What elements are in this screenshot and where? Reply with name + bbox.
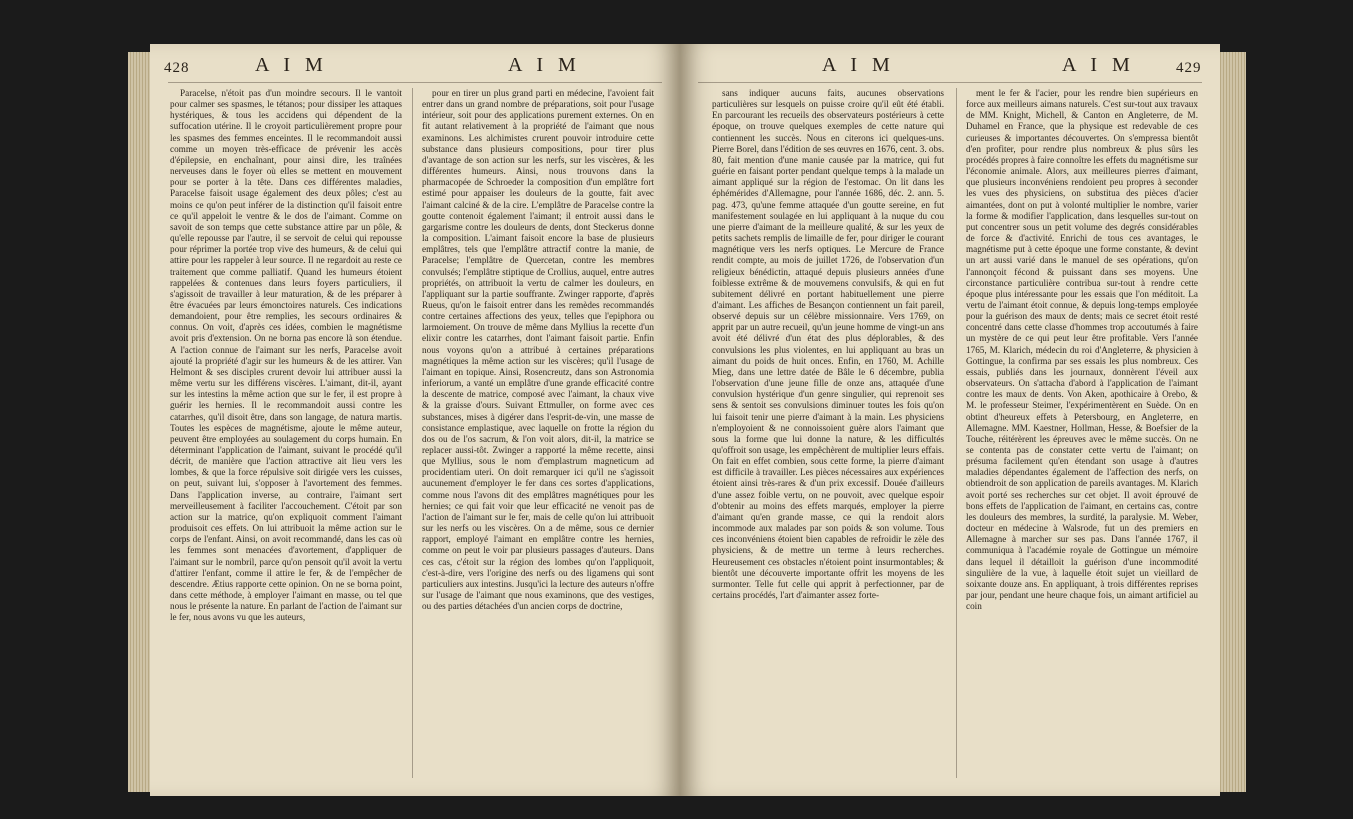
header-rule xyxy=(698,82,1202,83)
page-edges-right xyxy=(1220,52,1246,792)
page-number: 429 xyxy=(1176,60,1202,76)
text-column-1 xyxy=(712,88,944,602)
left-page xyxy=(150,44,680,796)
text-column-2 xyxy=(966,88,1198,613)
column-text: pour en tirer un plus grand parti en médecine, l'avoient fait entrer dans un grand nombre de préparations, soit pour l'usage intérieur, soit pour des applications purement externes. On en fit autant relativement à la propriété de l'aimant que nous examinons. Les alchimistes crurent pouvoir introduire cette substance dans plusieurs compositions, pour tirer plus d'avantage de son action sur les nerfs, sur les viscères, & les différentes humeurs. Ainsi, nous trouvons dans la pharmacopée de Schroeder la composition d'un emplâtre fort estimé pour appaiser les douleurs de la goutte, fait avec l'aimant calciné & de la cire. L'emplâtre de Paracelse contre la goutte contenoit également l'aimant; il entroit aussi dans le gargarisme contre les douleurs de dents, dont Steckerus donne la composition. L'aimant faisoit encore la base de plusieurs emplâtres, tels que l'emplâtre attractif contre la manie, de Paracelse; l'emplâtre de Quercetan, contre les membres convulsés; l'emplâtre stiptique de Crollius, auquel, entre autres propriétés, on attribuoit la vertu de calmer les douleurs, en l'appliquant sur la partie souffrante. Zwinger rapporte, d'après Rueus, qu'on le faisoit entrer dans les remèdes recommandés contre certaines affections des yeux, telles que l'epiphora ou larmoiement. On trouve de même dans Myllius la recette d'un elixir contre les catarrhes, dont l'aimant faisoit partie. Enfin nous voyons qu'on a attribué à certaines préparations magnétiques la même action sur les viscères; qu'il l'usage de l'aimant en topique. Ainsi, Rosencreutz, dans son Astronomia inferiorum, a vanté un emplâtre d'une grande efficacité contre la descente de matrice, composé avec l'aimant, la chaux vive & la graisse d'ours. Suivant Ettmuller, on forme avec ces substances, mises à digérer dans l'esprit-de-vin, une masse de consistance emplastique, avec laquelle on frotte la région du dos ou de l'os sacrum, & l'on voit alors, dit-il, la matrice se replacer aussi-tôt. Zwinger a rapporté la même recette, ainsi que Myllius, sous le nom d'emplastrum magneticum ad procidentiam uteri. On doit remarquer ici qu'il ne s'agissoit aucunement d'employer le fer dans ces sortes d'applications, comme nous l'avons dit des emplâtres magnétiques pour les hernies; ce qui fait voir que leur efficacité ne venoit pas de l'action de l'aimant sur le fer, mais de celle qu'on lui attribuoit sur les nerfs ou les viscères. On a de même, sous ce dernier rapport, employé l'aimant en emplâtre contre les hernies, comme on peut le voir par plusieurs passages d'auteurs. Dans ces cas, c'étoit sur la région des lombes qu'on l'appliquoit, c'est-à-dire, vers l'origine des nerfs ou des ligamens qui sont particuliers aux intestins. Jusqu'ici la lecture des auteurs n'offre sur l'usage de l'aimant que nous examinons, que des vestiges, ou des parties détachées d'un ancien corps de doctrine, xyxy=(422,88,654,612)
text-column-2 xyxy=(422,88,654,613)
page-edges-left xyxy=(128,52,152,792)
column-divider xyxy=(956,88,957,778)
column-text: sans indiquer aucuns faits, aucunes observations particulières sur lesquels on puisse croire qu'il eût été établi. En parcourant les recueils des observateurs postérieurs à cette époque, on trouve quelques exemples de cette nature qui contiennent les succès. Nous en citerons ici quelques-uns. Pierre Borel, dans l'édition de ses œuvres en 1676, cent. 3. obs. 80, fait mention d'une manie causée par la matrice, qui fut guérie en faisant porter pendant quelque temps à la malade un aimant appliqué sur la région de l'estomac. On lit dans les éphémérides d'Allemagne, pour l'année 1686, déc. 2. ann. 5. pag. 473, qu'une femme attaquée d'un goutte sereine, en fut manifestement soulagée en lui appliquant à la nuque du cou une pierre d'aimant de la meilleure qualité, & sur les yeux de petits sachets remplis de limaille de fer, pour diriger le courant magnétique vers les nerfs optiques. Le Mercure de France rendit compte, au mois de juillet 1726, de l'observation d'un religieux bénédictin, attaqué depuis plusieurs années d'une foiblesse extrême & de mouvemens convulsifs, & qui en fut subitement délivré en portant habituellement une pierre d'aimant. Les affiches de Besançon contiennent un fait pareil, observé depuis sur un célèbre missionnaire. Vers 1769, on apprit par un autre recueil, qu'un jeune homme de vingt-un ans avoit été délivré d'un état des plus déplorables, & des convulsions les plus violentes, en lui appliquant au bras un aimant du poids de huit onces. Enfin, en 1760, M. Achille Mieg, dans une lettre datée de Bâle le 6 décembre, publia l'observation d'une jeune fille de onze ans, attaquée d'une convulsion hystérique d'un genre singulier, qui reprenoit ses sens & sentoit ses convulsions diminuer toutes les fois qu'on lui faisoit tenir une pierre d'aimant à la main. Les physiciens n'employoient & ne connoissoient guère alors l'aimant que sous la forme que lui donne la nature, & les difficultés qu'offroit son usage, les empêchèrent de multiplier leurs effais. On fait en effet combien, sous cette forme, la pierre d'aimant est difficile à travailler. Les pièces nécessaires aux expériences étoient ainsi très-rares & d'un prix excessif. Douée d'ailleurs d'une assez foible vertu, on ne pouvoit, avec quelque espoir d'obtenir au moins des effets marqués, employer la pierre d'aimant qu'en grande masse, ce qui la rendoit alors incommode aux malades par son poids & son volume. Tous ces inconvéniens étoient bien capables de refroidir le zèle des physiciens, & de mettre un terme à leurs recherches. Heureusement ces obstacles n'étoient point insurmontables; & bientôt une découverte importante offrit les moyens de les surmonter. Telle fut celle qui apprit à perfectionner, par de certains procédés, l'art d'aimanter assez forte- xyxy=(712,88,944,601)
running-head-left: A I M xyxy=(822,54,895,76)
page-number: 428 xyxy=(164,60,190,76)
column-divider xyxy=(412,88,413,778)
right-page xyxy=(680,44,1220,796)
running-head-left: A I M xyxy=(255,54,328,76)
text-column-1 xyxy=(170,88,402,625)
running-head-right: A I M xyxy=(1062,54,1135,76)
running-head-right: A I M xyxy=(508,54,581,76)
left-page-header xyxy=(150,54,680,82)
right-page-header xyxy=(680,54,1220,82)
column-text: ment le fer & l'acier, pour les rendre bien supérieurs en force aux meilleurs aimans naturels. C'est sur-tout aux travaux de MM. Knight, Michell, & Canton en Angleterre, de M. Duhamel en France, que la physique est redevable de ces curieuses & importantes découvertes. On s'empressa bientôt d'en profiter, pour rendre plus nombreux & plus sûrs les procédés propres à faire connoître les effets du magnétisme sur l'économie animale. Alors, aux meilleures pierres d'aimant, que plusieurs inconvéniens rendoient peu propres à seconder les vues des physiciens, on substitua des pièces d'acier aimantées, dont on put à volonté multiplier le nombre, varier la forme & modifier l'application, dans lesquelles sur-tout on put concentrer sous un petit volume des degrés considérables de force & d'activité. Enrichi de tous ces avantages, le magnétisme put à cette époque une forme constante, & devint un art aussi varié dans le manuel de ses opérations, qu'on l'annonçoit fécond & puissant dans ses moyens. Une circonstance particulière contribua sur-tout à rendre cette époque plus intéressante pour les essais que l'on méditoit. La vertu de l'aimant étoit connue, & depuis long-temps employée pour la guérison des maux de dents; mais ce secret étoit resté concentré dans cette classe d'hommes trop accoutumés à faire un mystère de ce qui peut leur être profitable. Vers l'année 1765, M. Klarich, médecin du roi d'Angleterre, & physicien à Gottingue, la confirma par ses essais les plus nombreux. Ces essais, publiés dans les journaux, donnèrent l'éveil aux observateurs. On s'attacha d'abord à l'application de l'aimant contre les maux de dents. Von Aken, apothicaire à Orebo, & M. le professeur Steimer, l'expérimentèrent en Suède. On en obtint d'heureux effets à Petersbourg, en Angleterre, en Allemagne. MM. Kaestner, Hollman, Hesse, & Boefsier de la Touche, réitérèrent les épreuves avec le même succès. On ne se contenta pas de constater cette vertu de l'aimant; on présuma facilement qu'en étendant son usage à d'autres maladies dépendantes également de l'affection des nerfs, on obtiendroit de son application de pareils avantages. M. Klarich avoit porté ses recherches sur cet objet. Il avoit éprouvé de bons effets de l'application de l'aimant, en certains cas, contre les douleurs des membres, la surdité, la paralysie. M. Weber, docteur en médecine à Walsrode, fut un des premiers en Allemagne à marcher sur ses pas. Dans l'année 1767, il communiqua à l'académie royale de Gottingue un mémoire dans lequel il détailloit la guérison d'une incommodité singulière de la vue, à laquelle étoit sujet un vieillard de soixante douze ans. En appliquant, à trois différentes reprises par jour, pendant une heure chaque fois, un aimant artificiel au coin xyxy=(966,88,1198,612)
header-rule xyxy=(168,82,662,83)
column-text: Paracelse, n'étoit pas d'un moindre secours. Il le vantoit pour calmer ses spasmes, le tétanos; pour dissiper les attaques hystériques, & tous les accidens qui dépendent de la suffocation utérine. Il le croyoit particulièrement propre pour les spasmes des femmes enceintes. Il le recommandoit aussi comme un moyen très-efficace de prévenir les accès d'épilepsie, en enchaînant, pour ainsi dire, les traînées nerveuses dans le foyer où elles se mettent en mouvement pour se porter à la tête. Dans ces différentes maladies, Paracelse faisoit usage également des deux pôles; c'est au moins ce qu'on peut inférer de la distinction qu'il faisoit entre ce qu'il appeloit le ventre & le dos de l'aimant. Comme on savoit de son temps que cette substance attire par un pôle, & qu'elle repousse par l'autre, il se servoit de celui qui repousse pour réprimer la portée trop vive des humeurs, & de celui qui attire pour les rappeler à leur source. Il ne regardoit au reste ce traitement que comme palliatif. Quand les humeurs étoient rappelées & contenues dans leurs foyers particuliers, il s'agissoit de travailler à leur maturation, & de les préparer à être évacuées par leurs émonctoires naturels. Ces indications demandoient, pour être remplies, les secours ordinaires & connus. On voit, d'après ces idées, combien le magnétisme avoit pris d'extension. On ne borna pas encore là son étendue. A l'action connue de l'aimant sur les nerfs, Paracelse avoit ajouté la propriété d'agir sur les humeurs & de les attirer. Van Helmont & ses disciples crurent devoir lui attribuer aussi la même vertu sur les différens viscères. L'aimant, dit-il, ayant sur les intestins la même action que sur le fer, il est propre à guérir les hernies. Il le recommandoit aussi contre les catarrhes, qu'il disoit être, dans son langage, de natura martis. Toutes les espèces de magnétisme, ajoute le même auteur, peuvent être employées au soulagement du corps humain. En déterminant l'application de l'aimant, suivant le procédé qu'il décrit, de manière que l'action attractive ait lieu vers les lombes, & que la force répulsive soit dirigée vers les cuisses, on peut, suivant lui, s'opposer à l'avortement des femmes. Dans l'application inverse, au contraire, l'aimant sert merveilleusement à faciliter l'accouchement. C'étoit par son action sur la matrice, qu'on expliquoit comment l'aimant produisoit ces effets. On lui attribuoit la même action sur le corps de l'enfant. Ainsi, on avoit recommandé, dans les cas où les femmes sont menacées d'avortement, d'appliquer de l'aimant sur le nombril, parce qu'on pensoit qu'il avoit la vertu d'attirer l'enfant, comme il attire le fer, & de l'empêcher de descendre. Ætius rapporte cette opinion. On ne se borna point, dans cette méthode, à employer l'aimant en masse, ou tel que nous le présente la nature. En parlant de l'action de l'aimant sur le fer, nous avons vu que les auteurs, xyxy=(170,88,402,623)
